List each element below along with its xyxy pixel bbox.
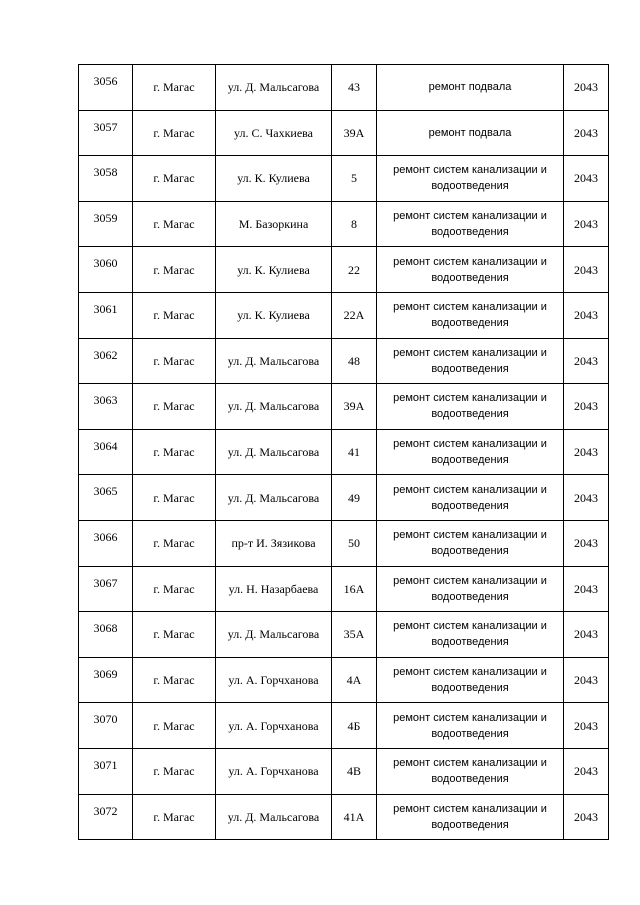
table-row — [79, 338, 609, 384]
table-row — [79, 520, 609, 566]
row-number-cell: 3064 — [79, 429, 133, 475]
street-cell: ул. Д. Мальсагова — [216, 338, 332, 384]
year-cell: 2043 — [564, 65, 609, 111]
city-cell: г. Магас — [133, 201, 216, 247]
row-number-cell: 3059 — [79, 201, 133, 247]
row-number-cell: 3072 — [79, 794, 133, 840]
street-cell: ул. А. Горчханова — [216, 748, 332, 794]
work-type-cell: ремонт систем канализации и водоотведения — [377, 292, 564, 338]
house-number-cell: 22 — [332, 247, 377, 293]
work-type-cell: ремонт систем канализации и водоотведения — [377, 566, 564, 612]
work-type-cell: ремонт систем канализации и водоотведения — [377, 657, 564, 703]
table-row — [79, 703, 609, 749]
work-type-cell: ремонт систем канализации и водоотведения — [377, 338, 564, 384]
row-number-cell: 3071 — [79, 748, 133, 794]
table-row — [79, 475, 609, 521]
house-number-cell: 39А — [332, 384, 377, 430]
city-cell: г. Магас — [133, 566, 216, 612]
work-type-cell: ремонт подвала — [377, 65, 564, 111]
year-cell: 2043 — [564, 247, 609, 293]
year-cell: 2043 — [564, 566, 609, 612]
year-cell: 2043 — [564, 292, 609, 338]
house-number-cell: 49 — [332, 475, 377, 521]
table-body — [79, 65, 609, 840]
city-cell: г. Магас — [133, 520, 216, 566]
work-type-cell: ремонт систем канализации и водоотведения — [377, 429, 564, 475]
row-number-cell: 3062 — [79, 338, 133, 384]
city-cell: г. Магас — [133, 794, 216, 840]
table-row — [79, 566, 609, 612]
row-number-cell: 3058 — [79, 156, 133, 202]
year-cell: 2043 — [564, 201, 609, 247]
city-cell: г. Магас — [133, 65, 216, 111]
city-cell: г. Магас — [133, 475, 216, 521]
city-cell: г. Магас — [133, 657, 216, 703]
table-row — [79, 247, 609, 293]
work-type-cell: ремонт подвала — [377, 110, 564, 156]
street-cell: пр-т И. Зязикова — [216, 520, 332, 566]
year-cell: 2043 — [564, 429, 609, 475]
city-cell: г. Магас — [133, 338, 216, 384]
table-row — [79, 794, 609, 840]
year-cell: 2043 — [564, 657, 609, 703]
house-number-cell: 35А — [332, 612, 377, 658]
table-row — [79, 292, 609, 338]
work-type-cell: ремонт систем канализации и водоотведения — [377, 247, 564, 293]
house-number-cell: 16А — [332, 566, 377, 612]
city-cell: г. Магас — [133, 384, 216, 430]
row-number-cell: 3070 — [79, 703, 133, 749]
table-row — [79, 110, 609, 156]
year-cell: 2043 — [564, 156, 609, 202]
street-cell: М. Базоркина — [216, 201, 332, 247]
street-cell: ул. А. Горчханова — [216, 703, 332, 749]
year-cell: 2043 — [564, 703, 609, 749]
row-number-cell: 3060 — [79, 247, 133, 293]
house-number-cell: 8 — [332, 201, 377, 247]
work-type-cell: ремонт систем канализации и водоотведения — [377, 794, 564, 840]
street-cell: ул. К. Кулиева — [216, 247, 332, 293]
work-type-cell: ремонт систем канализации и водоотведения — [377, 156, 564, 202]
city-cell: г. Магас — [133, 612, 216, 658]
street-cell: ул. К. Кулиева — [216, 156, 332, 202]
year-cell: 2043 — [564, 612, 609, 658]
table-row — [79, 429, 609, 475]
house-number-cell: 4А — [332, 657, 377, 703]
house-number-cell: 43 — [332, 65, 377, 111]
year-cell: 2043 — [564, 794, 609, 840]
house-number-cell: 41А — [332, 794, 377, 840]
city-cell: г. Магас — [133, 156, 216, 202]
row-number-cell: 3061 — [79, 292, 133, 338]
table-row — [79, 748, 609, 794]
year-cell: 2043 — [564, 384, 609, 430]
street-cell: ул. Д. Мальсагова — [216, 384, 332, 430]
street-cell: ул. Д. Мальсагова — [216, 475, 332, 521]
city-cell: г. Магас — [133, 247, 216, 293]
table-row — [79, 65, 609, 111]
row-number-cell: 3066 — [79, 520, 133, 566]
house-number-cell: 22А — [332, 292, 377, 338]
work-type-cell: ремонт систем канализации и водоотведения — [377, 612, 564, 658]
street-cell: ул. К. Кулиева — [216, 292, 332, 338]
street-cell: ул. А. Горчханова — [216, 657, 332, 703]
year-cell: 2043 — [564, 520, 609, 566]
street-cell: ул. Д. Мальсагова — [216, 65, 332, 111]
house-number-cell: 50 — [332, 520, 377, 566]
row-number-cell: 3063 — [79, 384, 133, 430]
year-cell: 2043 — [564, 338, 609, 384]
city-cell: г. Магас — [133, 110, 216, 156]
house-number-cell: 5 — [332, 156, 377, 202]
house-number-cell: 41 — [332, 429, 377, 475]
work-type-cell: ремонт систем канализации и водоотведения — [377, 384, 564, 430]
street-cell: ул. С. Чахкиева — [216, 110, 332, 156]
work-type-cell: ремонт систем канализации и водоотведения — [377, 703, 564, 749]
street-cell: ул. Д. Мальсагова — [216, 429, 332, 475]
row-number-cell: 3069 — [79, 657, 133, 703]
city-cell: г. Магас — [133, 429, 216, 475]
work-type-cell: ремонт систем канализации и водоотведения — [377, 475, 564, 521]
table-row — [79, 657, 609, 703]
table-row — [79, 156, 609, 202]
street-cell: ул. Д. Мальсагова — [216, 612, 332, 658]
house-number-cell: 48 — [332, 338, 377, 384]
house-number-cell: 39А — [332, 110, 377, 156]
year-cell: 2043 — [564, 748, 609, 794]
table-row — [79, 384, 609, 430]
house-number-cell: 4В — [332, 748, 377, 794]
street-cell: ул. Н. Назарбаева — [216, 566, 332, 612]
table-row — [79, 612, 609, 658]
year-cell: 2043 — [564, 110, 609, 156]
city-cell: г. Магас — [133, 748, 216, 794]
table-row — [79, 201, 609, 247]
street-cell: ул. Д. Мальсагова — [216, 794, 332, 840]
row-number-cell: 3057 — [79, 110, 133, 156]
repair-plan-table — [78, 64, 609, 840]
work-type-cell: ремонт систем канализации и водоотведения — [377, 748, 564, 794]
row-number-cell: 3065 — [79, 475, 133, 521]
row-number-cell: 3067 — [79, 566, 133, 612]
city-cell: г. Магас — [133, 703, 216, 749]
year-cell: 2043 — [564, 475, 609, 521]
work-type-cell: ремонт систем канализации и водоотведения — [377, 520, 564, 566]
house-number-cell: 4Б — [332, 703, 377, 749]
city-cell: г. Магас — [133, 292, 216, 338]
row-number-cell: 3056 — [79, 65, 133, 111]
row-number-cell: 3068 — [79, 612, 133, 658]
work-type-cell: ремонт систем канализации и водоотведения — [377, 201, 564, 247]
